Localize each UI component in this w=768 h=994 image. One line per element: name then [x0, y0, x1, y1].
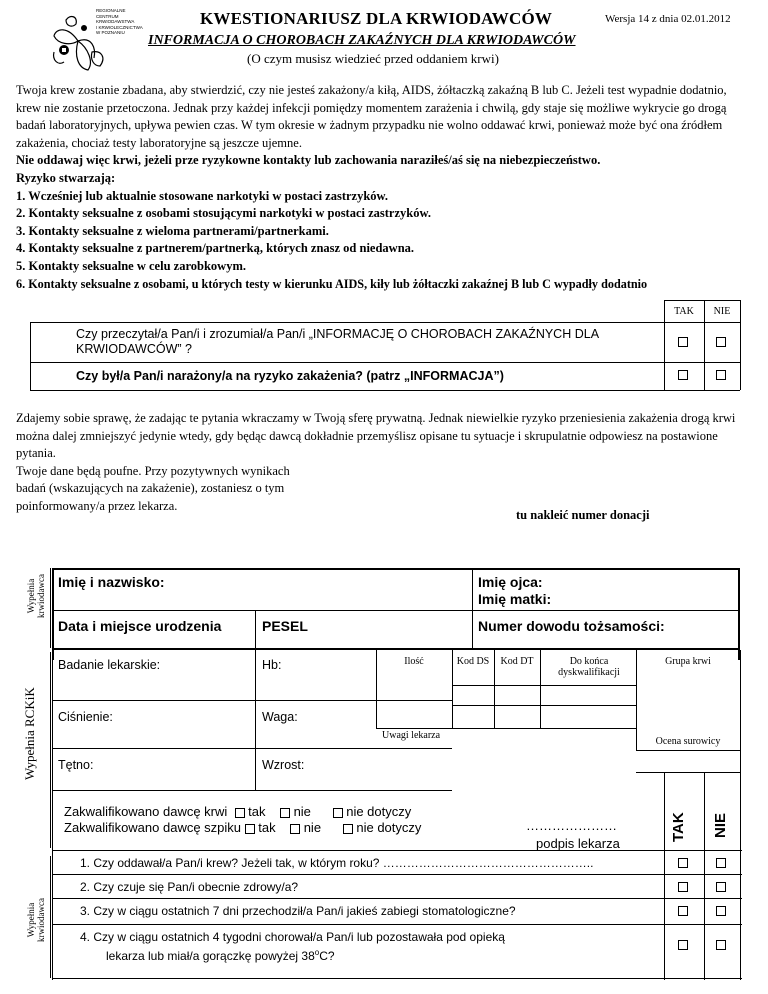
mother-name-label: Imię matki:	[478, 591, 552, 607]
risk-item: 5. Kontakty seksualne w celu zarobkowym.	[16, 258, 246, 273]
serum-rating-label: Ocena surowicy	[655, 736, 721, 747]
q3-nie-checkbox[interactable]	[716, 906, 726, 916]
sticker-label: tu nakleić numer donacji	[516, 508, 650, 522]
qualification-block	[64, 804, 421, 836]
logo-text: REGIONALNE CENTRUM KRWIODAWSTWA I KRWIOLECZNICTWA W POZNANIU	[96, 8, 143, 35]
name-label: Imię i nazwisko:	[58, 574, 165, 590]
opt-nie-label: nie	[293, 804, 311, 819]
question-3: 3. Czy w ciągu ostatnich 7 dni przechodził/a Pan/i jakieś zabiegi stomatologiczne?	[80, 904, 516, 918]
blood-group-label: Grupa krwi	[665, 656, 711, 667]
question-exposed: Czy był/a Pan/i narażony/a na ryzyko zakażenia? (patrz „INFORMACJA”)	[76, 369, 504, 383]
opt-nd-label: nie dotyczy	[346, 804, 412, 819]
side-label-rckik: Wypełnia RCKiK	[22, 687, 37, 780]
info-subtitle: INFORMACJA O CHOROBACH ZAKAŹNYCH DLA KRWIODAWCÓW	[148, 33, 576, 48]
pesel-label: PESEL	[262, 618, 308, 634]
opt-tak-label: tak	[258, 820, 276, 835]
ilosc-label: Ilość	[404, 656, 424, 667]
privacy-paragraph: Zdajemy sobie sprawę, że zadając te pytania wkraczamy w Twoją sferę prywatną. Jednak niewielkie ryzyko przeniesienia zakażenia drogą krwi można dalej zmniejszyć jedynie wtedy, gdy będąc dawcą dokładnie przemyślisz opisane tu sytuacje i skrupulatnie odpowiesz na postawione pytania.	[16, 411, 736, 461]
privacy-line: poinformowany/a przez lekarza.	[16, 498, 178, 513]
question-4: 4. Czy w ciągu ostatnich 4 tygodni chorował/a Pan/i lub pozostawała pod opieką	[80, 930, 505, 944]
q2-nie-checkbox[interactable]	[716, 882, 726, 892]
marrow-tak-checkbox[interactable]	[245, 824, 255, 834]
opt-tak-label: tak	[248, 804, 266, 819]
qual-blood-label: Zakwalifikowano dawcę krwi	[64, 804, 228, 819]
col-nie-vertical: NIE	[712, 812, 729, 838]
q2-tak-checkbox[interactable]	[678, 370, 688, 380]
version-label: Wersja 14 z dnia 02.01.2012	[605, 13, 731, 25]
doctor-notes-label: Uwagi lekarza	[382, 730, 441, 741]
disqualification-label: Do końca dyskwalifikacji	[558, 656, 620, 678]
signature-label: podpis lekarza	[536, 836, 620, 851]
q2-tak-checkbox[interactable]	[678, 882, 688, 892]
q3-tak-checkbox[interactable]	[678, 906, 688, 916]
col-tak-vertical: TAK	[670, 812, 687, 842]
info-subtitle-note: (O czym musisz wiedzieć przed oddaniem krwi)	[247, 51, 499, 66]
privacy-text	[16, 410, 754, 516]
q1-tak-checkbox[interactable]	[678, 858, 688, 868]
side-label-donor-bottom: Wypełnia krwiodawca	[26, 898, 46, 942]
hb-label: Hb:	[262, 658, 282, 672]
intro-paragraph: Twoja krew zostanie zbadana, aby stwierdzić, czy nie jesteś zakażony/a kiłą, AIDS, żółtaczką zakaźną B lub C. Jeżeli test wypadnie dodatnio, krew nie zostanie przetoczona. Jednak przy każdej infekcji pomiędzy momentem zarażenia i chwilą, gdy staje się możliwe wykrycie go drogą badań laboratoryjnych, upływa pewien czas. W tym okresie w żadnym przypadku nie wolno oddawać krwi, ponieważ może być ona źródłem zakażenia, chociaż testy laboratoryjne są jeszcze ujemne.	[16, 83, 727, 150]
kod-ds-label: Kod DS	[456, 656, 490, 667]
exam-label: Badanie lekarskie:	[58, 658, 161, 672]
question-2: 2. Czy czuje się Pan/i obecnie zdrowy/a?	[80, 880, 299, 894]
weight-label: Waga:	[262, 710, 298, 724]
signature-dots: …………………	[526, 818, 617, 833]
privacy-line: Twoje dane będą poufne. Przy pozytywnych wynikach	[16, 463, 290, 478]
q2-nie-checkbox[interactable]	[716, 370, 726, 380]
q4-nie-checkbox[interactable]	[716, 940, 726, 950]
father-name-label: Imię ojca:	[478, 574, 543, 590]
pressure-label: Ciśnienie:	[58, 710, 113, 724]
birth-label: Data i miejsce urodzenia	[58, 618, 222, 634]
form-title: KWESTIONARIUSZ DLA KRWIODAWCÓW	[200, 9, 553, 28]
blood-nie-checkbox[interactable]	[280, 808, 290, 818]
pulse-label: Tętno:	[58, 758, 94, 772]
qual-marrow-label: Zakwalifikowano dawcę szpiku	[64, 820, 242, 835]
risk-item: 6. Kontakty seksualne z osobami, u których testy w kierunku AIDS, kiły lub żółtaczki zakaźnej B lub C wypadły dodatnio	[16, 276, 648, 291]
col-tak-header: TAK	[674, 306, 694, 317]
col-nie-header: NIE	[713, 306, 731, 317]
q1-tak-checkbox[interactable]	[678, 337, 688, 347]
opt-nd-label: nie dotyczy	[356, 820, 422, 835]
marrow-nie-checkbox[interactable]	[290, 824, 300, 834]
q1-nie-checkbox[interactable]	[716, 858, 726, 868]
risk-item: 3. Kontakty seksualne z wieloma partnerami/partnerkami.	[16, 223, 329, 238]
warning-text: Nie oddawaj więc krwi, jeżeli prze ryzykowne kontakty lub zachowania naraziłeś/aś się na niebezpieczeństwo.	[16, 153, 601, 168]
question-read-info: Czy przeczytał/a Pan/i i zrozumiał/a Pan/i „INFORMACJĘ O CHOROBACH ZAKAŹNYCH DLA KRWIODAWCÓW” ?	[76, 327, 599, 356]
blood-nd-checkbox[interactable]	[333, 808, 343, 818]
question-1: 1. Czy oddawał/a Pan/i krew? Jeżeli tak, w którym roku? ……………………………………………..	[80, 856, 594, 870]
id-number-label: Numer dowodu tożsamości:	[478, 618, 665, 634]
opt-nie-label: nie	[303, 820, 322, 835]
marrow-nd-checkbox[interactable]	[343, 824, 353, 834]
q4-tak-checkbox[interactable]	[678, 940, 688, 950]
side-label-donor-top: Wypełnia krwiodawca	[26, 574, 46, 618]
risk-item: 1. Wcześniej lub aktualnie stosowane narkotyki w postaci zastrzyków.	[16, 188, 389, 203]
intro-text	[16, 82, 754, 293]
risk-item: 4. Kontakty seksualne z partnerem/partnerką, których znasz od niedawna.	[16, 241, 415, 256]
risk-title: Ryzyko stwarzają:	[16, 170, 116, 185]
question-4-cont: lekarza lub miał/a gorączkę powyżej 38$^o$C?	[106, 948, 335, 963]
blood-tak-checkbox[interactable]	[235, 808, 245, 818]
q1-nie-checkbox[interactable]	[716, 337, 726, 347]
privacy-line: badań (wskazujących na zakażenie), zostaniesz o tym	[16, 481, 285, 496]
risk-item: 2. Kontakty seksualne z osobami stosującymi narkotyki w postaci zastrzyków.	[16, 206, 431, 221]
kod-dt-label: Kod DT	[500, 656, 534, 667]
height-label: Wzrost:	[262, 758, 305, 772]
